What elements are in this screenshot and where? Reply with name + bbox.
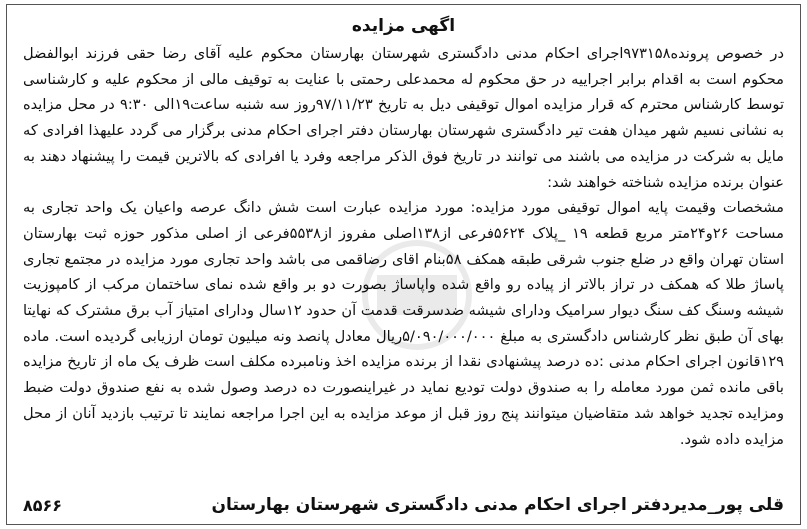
auction-notice bbox=[6, 4, 801, 525]
notice-paragraph-details: مشخصات وقیمت پایه اموال توقیفی مورد مزایده: مورد مزایده عبارت است شش دانگ عرصه واعیان یک واحد تجاری به مساحت ۲۶و۲۴متر مربع قطعه ۱۹ _پلاک ۵۶۲۴فرعی از۱۳۸اصلی مفروز از۵۵۳۸فرعی از اصلی مذکور حوزه ثبت بهارستان استان تهران واقع در ضلع جنوب شرقی طبقه همکف ۵۸بنام اقای رضاقمی می باشد واحد تجاری مورد مزایده در مجتمع تجاری پاساژ طلا که همکف در تراز بالاتر از پیاده رو واقع شده واپاساژ بصورت دو بر واقع شده نمای ساختمان مرکب از کامپوزیت شیشه وسنگ کف سنگ دیوار سرامیک ودارای شیشه ضدسرقت قدمت آن حدود ۱۲سال ودارای امتیاز آب برق مشترک که نهایتا بهای آن طبق نظر کارشناس دادگستری به مبلغ ۵/۰۹۰/۰۰۰/۰۰۰ریال معادل پانصد ونه میلیون تومان ارزیابی گردیده است. ماده ۱۲۹قانون اجرای احکام مدنی :ده درصد پیشنهادی نقدا از برنده مزایده اخذ ونامبرده مکلف است ظرف یک ماه از تاریخ مزایده باقی مانده ثمن مورد معامله را به صندوق دولت تودیع نماید در غیراینصورت ده درصد وصول شده به نفع صندوق دولت ضبط ومزایده تجدید خواهد شد متقاضیان میتوانند پنج روز قبل از موعد مزایده به این اجرا مراجعه نمایند تا ترتیب بازدید آنان از محل مزایده داده شود. bbox=[23, 199, 785, 448]
signature-line: قلی پور_مدیردفتر اجرای احکام مدنی دادگستری شهرستان بهارستان bbox=[211, 495, 784, 515]
notice-number: ۸۵۶۶ bbox=[23, 495, 63, 515]
notice-footer bbox=[23, 490, 784, 520]
notice-title: اگهی مزایده bbox=[351, 16, 456, 36]
notice-paragraph-intro: در خصوص پرونده۹۷۳۱۵۸اجرای احکام مدنی دادگستری شهرستان بهارستان محکوم علیه آقای رضا حقی فرزند ابوالفضل محکوم است به اقدام برابر اجراییه در حق محکوم له محمدعلی رحمتی با عنایت به توقیف مالی از محکوم علیه و کارشناسی توسط کارشناس محترم که قرار مزایده اموال توقیفی دیل به تاریخ ۹۷/۱۱/۲۳روز سه شنبه ساعت۱۹الی ۹:۳۰ در محل مزایده به نشانی نسیم شهر میدان هفت تیر دادگستری شهرستان بهارستان دفتر اجرای احکام مدنی برگزار می گردد علیهذا افرادی که مایل به شرکت در مزایده می باشند می توانند در تاریخ فوق الذکر مراجعه وفرد یا افرادی که بالاترین قیمت را پیشنهاد دهند به عنوان برنده مزایده شناخته خواهند شد: bbox=[23, 45, 785, 191]
